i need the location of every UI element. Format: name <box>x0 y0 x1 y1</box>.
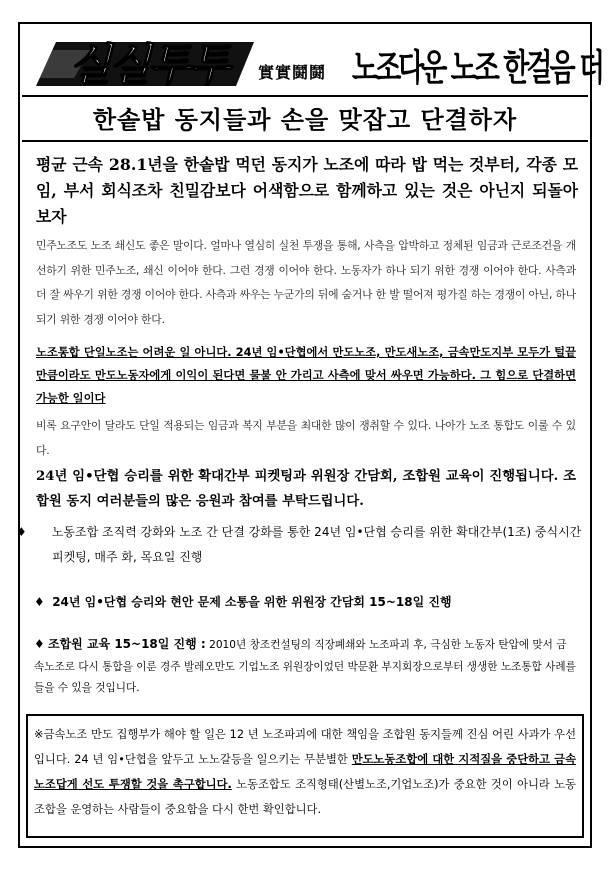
title-divider <box>22 140 588 142</box>
logo-text: 실실투투 <box>68 40 228 90</box>
notice-box-text-1: ※금속노조 만도 집행부가 해야 할 일은 12 년 노조파괴에 대한 책임을 조합원 동지들께 진심 어린 사과가 우선입니다. 24 년 임•단협을 앞두고 노노갈등을 일으키는 무분별한 <box>34 728 576 766</box>
bullet-education <box>34 634 576 700</box>
bullet-picketing-text: 노동조합 조직력 강화와 노조 간 단결 강화를 통한 24년 임•단협 승리를 위한 확대간부(1조) 중식시간 피켓팅, 매주 화, 목요일 진행 <box>51 525 582 564</box>
bullet-picketing <box>16 520 594 570</box>
diamond-icon: ♦ <box>34 637 45 651</box>
page-title: 한솥밥 동지들과 손을 맞잡고 단결하자 <box>92 105 518 134</box>
notice-box-text-2: 노동조합도 조직형태(산별노조,기업노조)가 중요한 것이 아니라 노동조합을 운영하는 사람들이 중요함을 다시 한번 확인합니다. <box>34 778 577 816</box>
logo <box>30 32 268 90</box>
hanja-slogan: 實實鬪鬪 <box>258 63 327 82</box>
diamond-icon: ♦ <box>16 525 27 539</box>
event-notice: 24년 임•단협 승리를 위한 확대간부 피켓팅과 위원장 간담회, 조합원 교육이 진행됩니다. 조합원 동지 여러분들의 많은 응원과 참여를 부탁드립니다. <box>36 469 576 509</box>
slogan: 노조다운 노조 한걸음 더 <box>352 47 603 90</box>
paragraph-2: 비록 요구안이 달라도 단일 적용되는 임금과 복지 부분을 최대한 많이 쟁취할 수 있다. 나아가 노조 통합도 이룰 수 있다. <box>36 419 576 457</box>
bullet-meeting-text: 24년 임•단협 승리와 현안 문제 소통을 위한 위원장 간담회 15~18일 진행 <box>52 595 452 609</box>
bullet-meeting <box>34 590 576 615</box>
bullet-education-lead: 조합원 교육 15~18일 진행 : <box>48 637 206 651</box>
notice-box-underlined: 만도노동조합에 대한 지적질을 중단하고 금속노조답게 선도 투쟁할 것을 촉구합니다. <box>34 753 577 791</box>
header-divider <box>22 95 588 97</box>
bullet-education-text: 2010년 창조컨설팅의 직장폐쇄와 노조파괴 후, 극심한 노동자 탄압에 맞서 금속노조로 다시 통합을 이룬 경주 발레오만도 기업노조 위원장이었던 박문환 부지회장으로부터 생생한 노조통합 사례를 들을 수 있을 것입니다. <box>34 639 576 694</box>
emphasis-text: 노조통합 단일노조는 어려운 일 아니다. 24년 임•단협에서 만도노조, 만도새노조, 금속만도지부 모두가 털끝만큼이라도 만도노동자에게 이익이 된다면 물불 안 가리고 사측에 맞서 싸우면 가능하다. 그 힘으로 단결하면 가능한 일이다 <box>36 346 576 405</box>
header <box>22 26 603 96</box>
headline: 평균 근속 28.1년을 한솥밥 먹던 동지가 노조에 따라 밥 먹는 것부터, 각종 모임, 부서 회식조차 친밀감보다 어색함으로 함께하고 있는 것은 아닌지 되돌아보자 <box>36 155 578 226</box>
emphasis-paragraph <box>36 341 576 410</box>
diamond-icon: ♦ <box>34 595 45 609</box>
paragraph-1: 민주노조도 노조 쇄신도 좋은 말이다. 얼마나 열심히 실천 투쟁을 통해, 사측을 압박하고 정체된 임금과 근로조건을 개선하기 위한 민주노조, 쇄신 이어야 한다. 그런 경쟁 이어야 한다. 노동자가 하나 되기 위한 경쟁 이어야 한다. 사측과 더 잘 싸우기 위한 경쟁 이어야 한다. 사측과 싸우는 누군가의 뒤에 숨거나 한 발 떨어져 평가질 하는 경쟁이 아닌, 하나 되기 위한 경쟁 이어야 한다. <box>36 239 576 326</box>
notice-box-text <box>34 722 576 822</box>
